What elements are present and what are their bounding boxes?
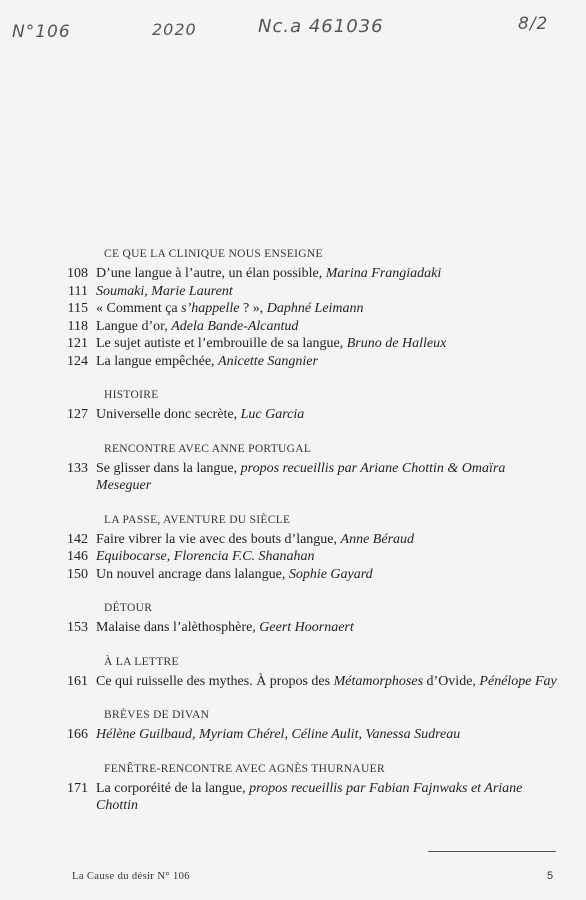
entry-text <box>96 265 586 283</box>
entry-title-rest: ? », <box>239 301 267 316</box>
entry-page-number: 150 <box>67 566 88 582</box>
entry-author: Adela Bande-Alcantud <box>171 318 299 334</box>
entry-author: propos recueillis par Ariane Chottin & Omaïra Meseguer <box>96 460 506 493</box>
entry-text <box>96 318 586 336</box>
entry-title: La langue empêchée, <box>96 353 219 369</box>
entry-page-number: 153 <box>67 620 88 635</box>
section-heading: À LA LETTRE <box>104 655 179 668</box>
entry-text <box>96 406 586 424</box>
entry-text <box>96 548 586 566</box>
toc-section <box>0 761 586 815</box>
entry-page-number: 108 <box>67 266 88 281</box>
entry-author: Anne Béraud <box>340 531 415 547</box>
entry-author: Soumaki, Marie Laurent <box>96 283 233 299</box>
entry-author: Geert Hoornaert <box>259 620 354 635</box>
section-heading: RENCONTRE AVEC ANNE PORTUGAL <box>104 442 312 455</box>
section-heading: FENÊTRE-RENCONTRE AVEC AGNÈS THURNAUER <box>104 762 385 775</box>
handwritten-year-note: 2020 <box>152 20 197 39</box>
toc-section <box>0 387 586 424</box>
toc-section <box>0 600 586 637</box>
entry-page-number: 142 <box>67 531 88 547</box>
entry-page-number: 127 <box>67 407 88 422</box>
toc-section <box>0 512 586 584</box>
entry-title: La corporéité de la langue, <box>96 780 250 796</box>
footer-rule <box>428 851 556 852</box>
entry-page-number: 111 <box>68 283 88 299</box>
entry-page-number: 161 <box>67 673 88 689</box>
toc-entry <box>0 335 586 353</box>
entry-text <box>96 619 586 637</box>
entry-text <box>96 300 586 318</box>
entry-title-italic: Métamorphoses <box>333 673 424 689</box>
entry-page-number: 115 <box>67 301 88 316</box>
toc-entry <box>0 283 586 301</box>
table-of-contents <box>0 246 586 832</box>
toc-entry <box>0 531 586 549</box>
entry-text <box>96 353 586 371</box>
toc-entry <box>0 300 586 318</box>
entry-author: Anicette Sangnier <box>218 353 318 369</box>
entry-text <box>96 531 586 549</box>
toc-entry <box>0 548 586 566</box>
toc-section <box>0 246 586 370</box>
entry-page-number: 133 <box>67 460 88 476</box>
entry-author: Hélène Guilbaud, Myriam Chérel, Céline Aulit, Vanessa Sudreau <box>96 727 461 742</box>
entry-title-rest: d’Ovide, <box>423 673 480 689</box>
entry-author: Marina Frangiadaki <box>325 266 442 281</box>
entry-text <box>96 335 586 353</box>
entry-title: Universelle donc secrète, <box>96 407 241 422</box>
entry-text <box>96 283 586 301</box>
section-heading: BRÈVES DE DIVAN <box>104 709 210 721</box>
entry-title: Faire vibrer la vie avec des bouts d’langue, <box>96 531 341 547</box>
toc-entry <box>0 726 586 744</box>
page-number: 5 <box>547 870 554 882</box>
toc-entry <box>0 460 586 495</box>
handwritten-issue-note: N°106 <box>12 22 71 42</box>
entry-title: Ce qui ruisselle des mythes. À propos des <box>96 673 334 689</box>
entry-author: Daphné Leimann <box>266 301 364 316</box>
entry-author: propos recueillis par Fabian Fajnwaks et Ariane Chottin <box>96 780 523 813</box>
toc-entry <box>0 318 586 336</box>
entry-page-number: 171 <box>67 780 88 796</box>
entry-author: Bruno de Halleux <box>346 336 447 351</box>
entry-page-number: 146 <box>67 549 88 564</box>
toc-section <box>0 707 586 744</box>
toc-section <box>0 654 586 691</box>
entry-text <box>96 566 586 584</box>
toc-entry <box>0 353 586 371</box>
section-heading: DÉTOUR <box>104 602 153 614</box>
journal-footer: La Cause du désir N° 106 <box>72 871 190 882</box>
entry-text <box>96 780 586 815</box>
entry-title: « Comment ça <box>96 301 182 316</box>
entry-page-number: 121 <box>67 336 88 351</box>
entry-title-rest: , <box>166 549 174 564</box>
entry-title-italic: Equibocarse <box>96 549 167 564</box>
entry-text <box>96 726 586 744</box>
toc-entry <box>0 406 586 424</box>
entry-title: Se glisser dans la langue, <box>96 460 241 476</box>
entry-text <box>96 673 586 691</box>
entry-page-number: 166 <box>67 727 88 742</box>
entry-author: Luc Garcia <box>240 407 305 422</box>
toc-section <box>0 441 586 495</box>
entry-title: Langue d’or, <box>96 318 172 334</box>
section-heading: CE QUE LA CLINIQUE NOUS ENSEIGNE <box>104 248 323 260</box>
entry-title: Le sujet autiste et l’embrouille de sa langue, <box>96 336 347 351</box>
entry-author: Pénélope Fay <box>479 673 557 689</box>
entry-title: D’une langue à l’autre, un élan possible, <box>96 266 326 281</box>
entry-author: Florencia F.C. Shanahan <box>173 549 315 564</box>
section-heading: LA PASSE, AVENTURE DU SIÈCLE <box>104 513 291 526</box>
entry-author: Sophie Gayard <box>288 566 373 582</box>
toc-entry <box>0 673 586 691</box>
toc-entry <box>0 780 586 815</box>
section-heading: HISTOIRE <box>104 389 159 401</box>
entry-page-number: 124 <box>67 353 88 369</box>
entry-title: Un nouvel ancrage dans lalangue, <box>96 566 289 582</box>
entry-title-italic: s’happelle <box>181 301 240 316</box>
toc-entry <box>0 265 586 283</box>
handwritten-reference-note: Nc.a 461036 <box>258 16 384 37</box>
entry-title: Malaise dans l’alèthosphère, <box>96 620 260 635</box>
entry-text <box>96 460 586 495</box>
toc-entry <box>0 619 586 637</box>
toc-entry <box>0 566 586 584</box>
handwritten-page-note: 8/2 <box>518 14 549 34</box>
entry-page-number: 118 <box>67 318 88 334</box>
